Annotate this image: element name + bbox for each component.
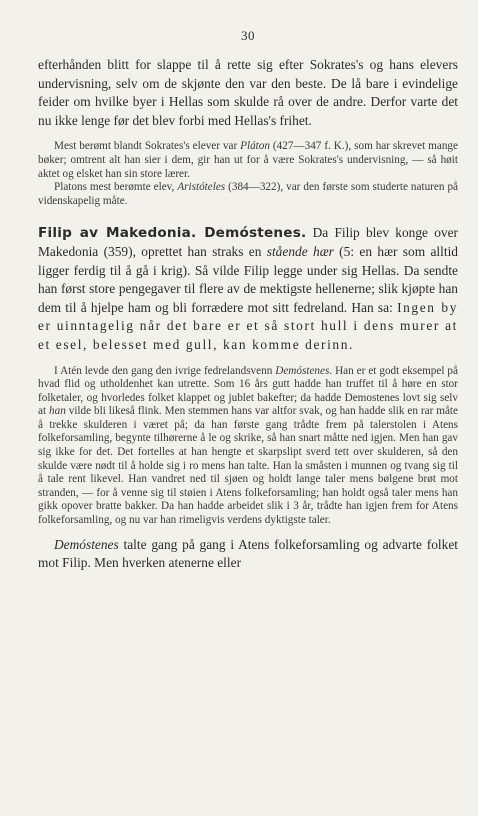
paragraph-aristoteles [38,181,458,208]
text: talte gang på gang i Atens folkeforsamling og advarte folket mot Filip. Men hverken atenerne eller [38,536,458,571]
filip-quote: Ingen by er uinntagelig når det bare er et så stort hull i dens murer at et esel, belesset med gull, kan komme derinn. [38,299,458,352]
paragraph-plato [38,140,458,181]
name-aristoteles: Aristóteles [177,181,226,194]
text: . Han er et godt eksempel på hvad flid og utholdenhet kan utrette. Som 16 års gutt hadde han truffet til å høre en stor folketaler, og hvorledes folket klappet og jublet bakefter; da hadde Demostenes lovt sig selv at [38,364,458,418]
text: I Atén levde den gang den ivrige fedrelandsvenn [54,364,276,377]
text: (5: en hær som alltid ligger ferdig til å gå i krig). Så vilde Filip legge under sig Hellas. Da sendte han først store pengegaver til flere av de mektigste hellenerne; slik kjøpte han dem til å hjelpe ham og bli forrædere mot sitt fedreland. Han sa: [38,243,458,315]
paragraph-hellas-decline: efterhånden blitt for slappe til å rette sig efter Sokrates's og hans elevers undervisning, selv om de skjønte den var den beste. De lå bare i evindelige feider om hvilke byer i Hellas som skulde rå over de andre. Derfor varte det nu ikke lenge før det blev forbi med Hellas's frihet. [38,57,458,128]
text: Mest berømt blandt Sokrates's elever var [54,140,241,153]
name-demostenes: Demóstenes [54,536,119,552]
paragraph-demostenes [38,365,458,528]
text: vilde bli likeså flink. Men stemmen hans var altfor svak, og han hadde slik en rar måte å trekke skulderen i været på; da han første gang trådte frem på talerstolen i Atens folkeforsamling, begynte tilhørerne å le og skrike, så han snart måtte ned igjen. Men han gav sig ikke for det. Det fortelles at han hengte et skarpslipt sverd tett over skulderen, så den skulde være nødt til å holde sig i ro mens han talte. Han la småsten i munnen og tvang sig til å tale rent likevel. Han vandret ned til sjøen og holdt lange taler mens bølgene brøt mot stranden, — for å venne sig til støien i Atens folkeforsamling; han holdt også taler mens han gikk opover bratte bakker. Da han hadde arbeidet slik i 3 år, trådte han igjen frem for Atens folkeforsamling, og nu var han rimeligvis verdens dyktigste taler. [38,405,459,527]
text: (384—322), var den første som studerte naturen på videnskapelig måte. [38,181,458,207]
name-demostenes: Demóstenes [275,364,330,377]
term-standing-army: stående hær [266,243,334,259]
section-heading: Filip av Makedonia. Demóstenes. [38,225,307,242]
name-plato: Pláton [240,140,270,153]
page-number: 30 [241,28,255,43]
text: Da Filip blev konge over Makedonia (359), oprettet han straks en [38,225,458,259]
text: (427—347 f. K.), som har skrevet mange bøker; omtrent alt han sier i dem, gir han ut for å være Sokrates's undervisning, — så høit aktet og elsket han sin store lærer. [38,140,458,180]
text: Platons mest berømte elev, [54,181,178,194]
paragraph-demostenes-warning [38,536,458,573]
paragraph-filip [38,224,458,354]
emphasis-han: han [49,405,66,418]
